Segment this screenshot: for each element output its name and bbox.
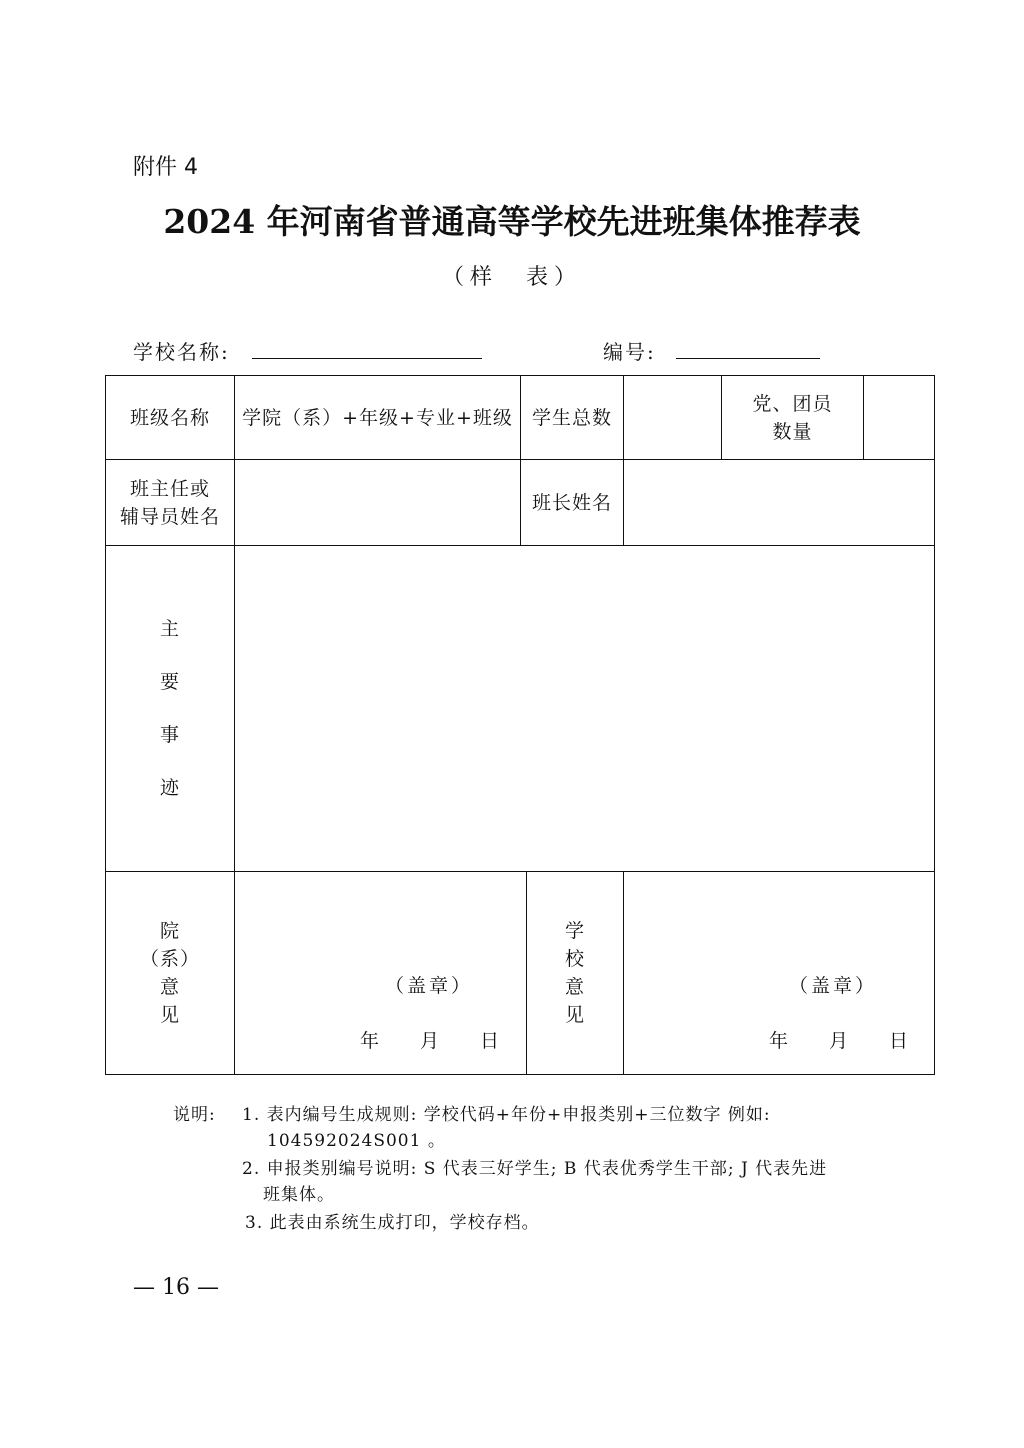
college-opinion-char-1: 院: [159, 920, 180, 942]
school-seal: （盖章）: [789, 975, 878, 997]
school-opinion-value-cell[interactable]: [624, 872, 935, 1075]
college-date: 年 月 日: [360, 1030, 501, 1052]
note-item2-line2: 班集体。: [263, 1185, 335, 1205]
school-date: 年 月 日: [769, 1030, 910, 1052]
party-member-label-line2: 数量: [772, 420, 813, 443]
college-opinion-value-cell[interactable]: [235, 872, 527, 1075]
deeds-char-3: 事: [159, 723, 180, 746]
class-name-hint: 学院（系）+年级+专业+班级: [242, 406, 513, 429]
party-member-label-cell: [722, 376, 864, 460]
note-item2-line1: 2. 申报类别编号说明: S 代表三好学生; B 代表优秀学生干部; J 代表先进: [242, 1159, 828, 1179]
recommendation-form-table: [105, 375, 935, 1075]
deeds-char-4: 迹: [159, 776, 180, 799]
deeds-label-cell: [106, 546, 235, 872]
teacher-label-cell: [106, 460, 235, 546]
school-name-label: 学校名称:: [133, 340, 230, 364]
college-opinion-label-cell: [106, 872, 235, 1075]
college-opinion-char-4: 见: [159, 1004, 180, 1026]
number-label: 编号:: [603, 340, 656, 364]
school-opinion-char-4: 见: [565, 1004, 586, 1026]
college-seal: （盖章）: [385, 975, 474, 997]
teacher-label-line2: 辅导员姓名: [119, 505, 220, 528]
monitor-label: 班长姓名: [532, 491, 613, 514]
school-name-field[interactable]: [252, 358, 482, 359]
monitor-label-cell: [521, 460, 624, 546]
page-number: — 16 —: [133, 1275, 219, 1300]
note-item1-line2: 104592024S001 。: [267, 1131, 446, 1151]
deeds-value-cell[interactable]: [235, 546, 935, 872]
page-title: 2024 年河南省普通高等学校先进班集体推荐表: [163, 202, 861, 241]
teacher-label-line1: 班主任或: [129, 477, 210, 500]
monitor-value-cell[interactable]: [624, 460, 935, 546]
deeds-char-2: 要: [159, 670, 180, 693]
school-opinion-char-3: 意: [565, 976, 586, 998]
class-name-label-cell: [106, 376, 235, 460]
party-member-label-line1: 党、团员: [752, 392, 833, 415]
college-opinion-char-3: 意: [159, 976, 180, 998]
teacher-value-cell[interactable]: [235, 460, 521, 546]
deeds-char-1: 主: [159, 617, 180, 640]
notes-prefix: 说明:: [173, 1105, 216, 1125]
party-member-value-cell[interactable]: [864, 376, 935, 460]
class-name-label: 班级名称: [129, 406, 210, 429]
attachment-label: 附件 4: [133, 155, 198, 180]
school-opinion-char-2: 校: [565, 948, 586, 970]
college-opinion-char-2: （系）: [139, 948, 200, 970]
student-total-value-cell[interactable]: [624, 376, 722, 460]
school-opinion-label-cell: [527, 872, 624, 1075]
student-total-label: 学生总数: [532, 406, 613, 429]
note-item1-line1: 1. 表内编号生成规则: 学校代码+年份+申报类别+三位数字 例如:: [242, 1105, 771, 1125]
note-item3: 3. 此表由系统生成打印，学校存档。: [245, 1213, 540, 1233]
page-subtitle: （样 表）: [441, 265, 582, 290]
school-opinion-char-1: 学: [565, 920, 586, 942]
class-name-value-cell[interactable]: [235, 376, 521, 460]
number-field[interactable]: [676, 358, 820, 359]
student-total-label-cell: [521, 376, 624, 460]
